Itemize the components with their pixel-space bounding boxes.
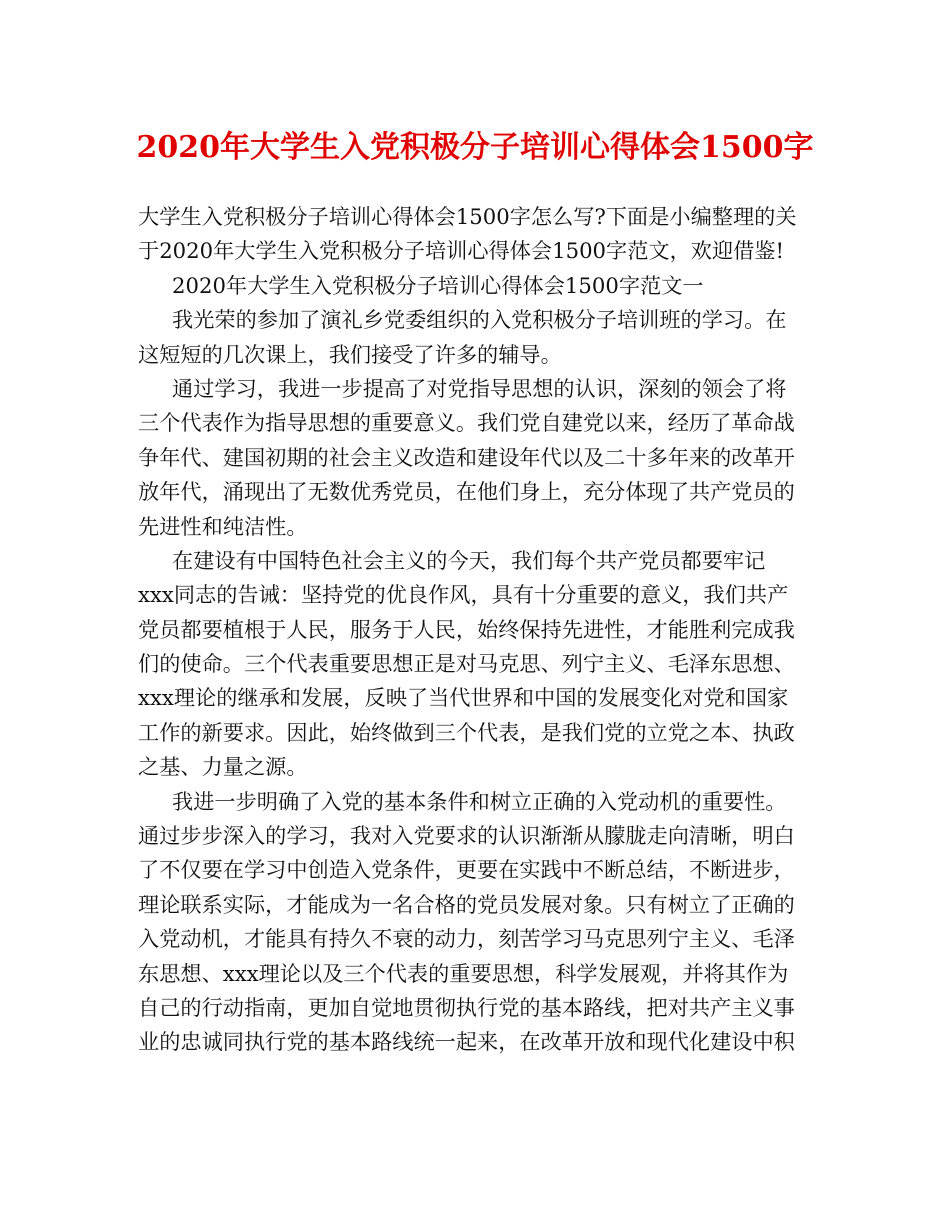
text-line: 这短短的几次课上，我们接受了许多的辅导。 (138, 341, 562, 367)
text-line: 们的使命。三个代表重要思想正是对马克思、列宁主义、毛泽东思想、 (138, 651, 795, 677)
text-line: 我光荣的参加了演礼乡党委组织的入党积极分子培训班的学习。在 (172, 307, 787, 333)
text-line: 理论联系实际，才能成为一名合格的党员发展对象。只有树立了正确的 (138, 891, 795, 917)
text-line: xxx理论的继承和发展，反映了当代世界和中国的发展变化对党和国家 (138, 685, 789, 711)
document-body (138, 200, 818, 1060)
text-line: 三个代表作为指导思想的重要意义。我们党自建党以来，经历了革命战 (138, 410, 795, 436)
text-line: 我进一步明确了入党的基本条件和树立正确的入党动机的重要性。 (172, 788, 787, 814)
text-line: 争年代、建国初期的社会主义改造和建设年代以及二十多年来的改革开 (138, 444, 795, 470)
text-line: 先进性和纯洁性。 (138, 513, 308, 539)
text-line: 大学生入党积极分子培训心得体会1500字怎么写?下面是小编整理的关 (138, 204, 797, 229)
text-line: 了不仅要在学习中创造入党条件，更要在实践中不断总结，不断进步， (138, 857, 795, 883)
text-line: 东思想、xxx理论以及三个代表的重要思想，科学发展观，并将其作为 (138, 960, 789, 986)
text-line: 2020年大学生入党积极分子培训心得体会1500字范文一 (172, 272, 704, 298)
text-line: 之基、力量之源。 (138, 754, 308, 780)
text-line: 工作的新要求。因此，始终做到三个代表，是我们党的立党之本、执政 (138, 719, 795, 745)
text-line: 自己的行动指南，更加自觉地贯彻执行党的基本路线，把对共产主义事 (138, 994, 795, 1020)
text-line: 入党动机，才能具有持久不衰的动力，刻苦学习马克思列宁主义、毛泽 (138, 926, 795, 952)
text-line: 通过学习，我进一步提高了对党指导思想的认识，深刻的领会了将 (172, 375, 787, 401)
page-title: 2020年大学生入党积极分子培训心得体会1500字 (136, 130, 814, 165)
text-line: xxx同志的告诫：坚持党的优良作风，具有十分重要的意义，我们共产 (138, 582, 789, 608)
text-line: 在建设有中国特色社会主义的今天，我们每个共产党员都要牢记 (172, 547, 766, 573)
text-line: 于2020年大学生入党积极分子培训心得体会1500字范文，欢迎借鉴! (138, 238, 785, 264)
text-line: 通过步步深入的学习，我对入党要求的认识渐渐从朦胧走向清晰，明白 (138, 823, 795, 849)
text-line: 党员都要植根于人民，服务于人民，始终保持先进性，才能胜利完成我 (138, 616, 795, 642)
text-line: 业的忠诚同执行党的基本路线统一起来，在改革开放和现代化建设中积 (138, 1029, 795, 1055)
text-line: 放年代，涌现出了无数优秀党员，在他们身上，充分体现了共产党员的 (138, 479, 795, 505)
